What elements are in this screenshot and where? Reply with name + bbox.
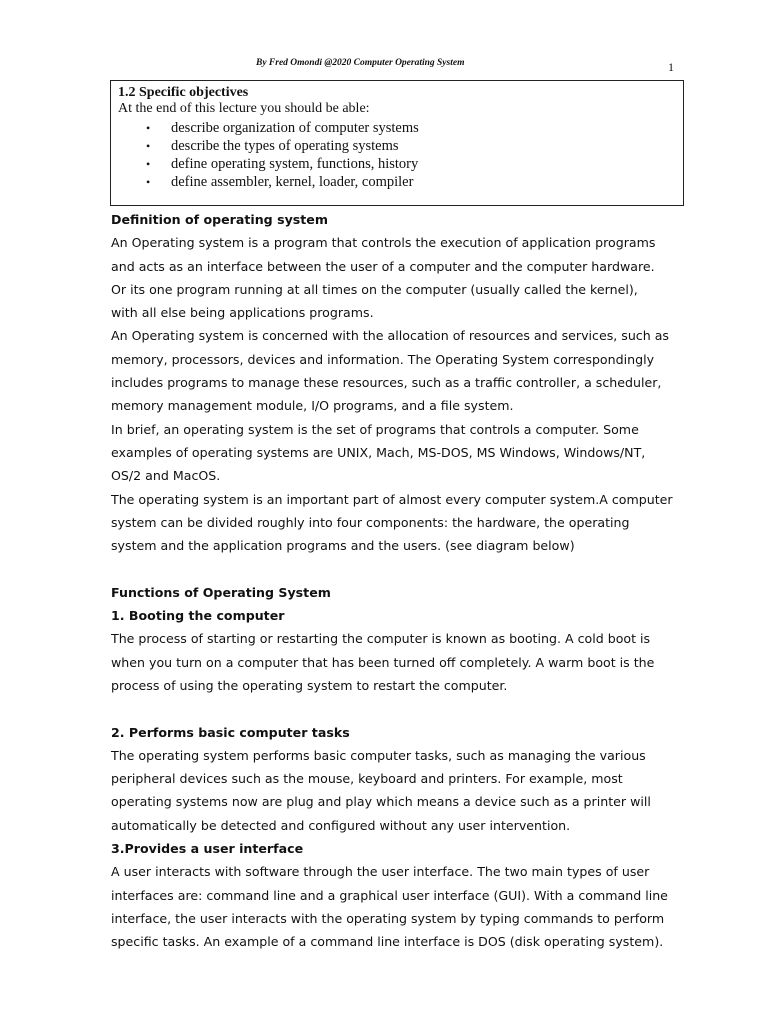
paragraph-line: and acts as an interface between the user of a computer and the computer hardware. bbox=[111, 258, 655, 274]
paragraph-line: memory, processors, devices and information. The Operating System correspondingly bbox=[111, 351, 655, 367]
paragraph-line: The process of starting or restarting the computer is known as booting. A cold boot is bbox=[111, 631, 651, 647]
paragraph-line: Or its one program running at all times on the computer (usually called the kernel), bbox=[111, 281, 638, 297]
paragraph-line: The operating system is an important part of almost every computer system.A computer bbox=[111, 491, 673, 507]
bullet-icon: • bbox=[146, 139, 151, 153]
spacer bbox=[111, 557, 686, 580]
objectives-heading: 1.2 Specific objectives bbox=[118, 85, 249, 100]
spacer bbox=[111, 697, 686, 720]
subheading-user-interface: 3.Provides a user interface bbox=[111, 841, 304, 857]
paragraph-line: OS/2 and MacOS. bbox=[111, 468, 221, 484]
paragraph-line: An Operating system is concerned with the allocation of resources and services, such as bbox=[111, 328, 669, 344]
paragraph-line: automatically be detected and configured without any user intervention. bbox=[111, 817, 571, 833]
page-number: 1 bbox=[668, 60, 674, 74]
section-heading-definition: Definition of operating system bbox=[111, 212, 328, 227]
subheading-booting: 1. Booting the computer bbox=[111, 608, 285, 624]
objective-text: define operating system, functions, history bbox=[171, 156, 419, 172]
objective-item bbox=[146, 119, 683, 137]
section-heading-functions: Functions of Operating System bbox=[111, 584, 331, 600]
bullet-icon: • bbox=[146, 175, 151, 189]
paragraph-line: examples of operating systems are UNIX, Mach, MS-DOS, MS Windows, Windows/NT, bbox=[111, 444, 646, 460]
objective-item bbox=[146, 173, 683, 191]
paragraph-line: The operating system performs basic computer tasks, such as managing the various bbox=[111, 747, 646, 763]
paragraph-line: interface, the user interacts with the operating system by typing commands to perform bbox=[111, 910, 665, 926]
paragraph-line: process of using the operating system to restart the computer. bbox=[111, 677, 508, 693]
paragraph-line: peripheral devices such as the mouse, keyboard and printers. For example, most bbox=[111, 771, 623, 787]
paragraph-line: interfaces are: command line and a graphical user interface (GUI). With a command line bbox=[111, 887, 668, 903]
paragraph-line: system and the application programs and the users. (see diagram below) bbox=[111, 538, 575, 554]
document-body bbox=[111, 208, 686, 954]
paragraph-line: memory management module, I/O programs, and a file system. bbox=[111, 398, 514, 414]
objective-text: describe organization of computer systems bbox=[171, 120, 419, 136]
objective-item bbox=[146, 137, 683, 155]
objective-text: describe the types of operating systems bbox=[171, 138, 399, 154]
header-title: By Fred Omondi @2020 Computer Operating System bbox=[256, 58, 465, 68]
paragraph-line: system can be divided roughly into four components: the hardware, the operating bbox=[111, 514, 630, 530]
paragraph-line: A user interacts with software through the user interface. The two main types of user bbox=[111, 864, 650, 880]
objectives-list bbox=[118, 119, 683, 191]
objectives-box bbox=[110, 80, 684, 206]
paragraph-line: In brief, an operating system is the set of programs that controls a computer. Some bbox=[111, 421, 639, 437]
page-header bbox=[0, 58, 768, 74]
bullet-icon: • bbox=[146, 121, 151, 135]
bullet-icon: • bbox=[146, 157, 151, 171]
paragraph-line: with all else being applications programs. bbox=[111, 305, 374, 321]
objective-item bbox=[146, 155, 683, 173]
paragraph-line: includes programs to manage these resources, such as a traffic controller, a scheduler, bbox=[111, 375, 662, 391]
paragraph-line: operating systems now are plug and play which means a device such as a printer will bbox=[111, 794, 651, 810]
paragraph-line: An Operating system is a program that controls the execution of application programs bbox=[111, 235, 656, 251]
objectives-intro: At the end of this lecture you should be able: bbox=[118, 101, 370, 116]
objective-text: define assembler, kernel, loader, compiler bbox=[171, 174, 414, 190]
subheading-basic-tasks: 2. Performs basic computer tasks bbox=[111, 724, 350, 740]
paragraph-line: when you turn on a computer that has been turned off completely. A warm boot is the bbox=[111, 654, 655, 670]
paragraph-line: specific tasks. An example of a command line interface is DOS (disk operating system). bbox=[111, 934, 664, 950]
